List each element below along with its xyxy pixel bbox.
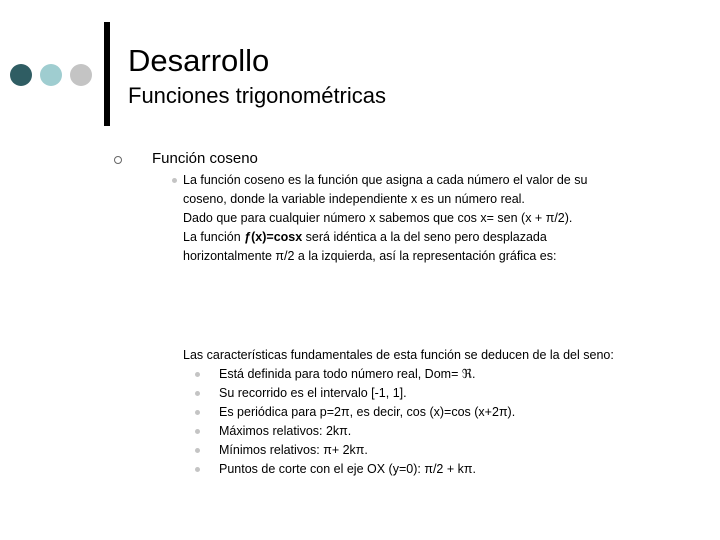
characteristics-block xyxy=(183,346,614,479)
text-fragment: La función xyxy=(183,230,245,244)
list-item xyxy=(183,460,703,479)
definition-paragraph xyxy=(183,171,587,266)
dot-dark xyxy=(10,64,32,86)
bullet-icon xyxy=(195,467,200,472)
list-item-text: Está definida para todo número real, Dom= ℜ. xyxy=(219,367,476,381)
bullet-icon xyxy=(195,448,200,453)
ring-bullet-icon xyxy=(114,156,122,164)
characteristics-intro: Las características fundamentales de esta función se deducen de la del seno: xyxy=(183,348,614,362)
paragraph-line: La función coseno es la función que asigna a cada número el valor de su xyxy=(183,173,588,187)
list-item xyxy=(183,384,703,403)
paragraph-line: coseno, donde la variable independiente x es un número real. xyxy=(183,192,525,206)
list-item-text: Máximos relativos: 2kπ. xyxy=(219,424,352,438)
bullet-icon xyxy=(195,429,200,434)
characteristics-list xyxy=(183,365,614,479)
list-item-text: Es periódica para p=2π, es decir, cos (x)=cos (x+2π). xyxy=(219,405,516,419)
text-fragment: será idéntica a la del seno pero desplazada xyxy=(302,230,547,244)
dot-gray xyxy=(70,64,92,86)
list-item-text: Su recorrido es el intervalo [-1, 1]. xyxy=(219,386,407,400)
paragraph-line: Dado que para cualquier número x sabemos que cos x= sen (x + π/2). xyxy=(183,211,573,225)
bullet-icon xyxy=(195,410,200,415)
function-formula: ƒ(x)=cosx xyxy=(244,230,303,244)
slide-title: Desarrollo xyxy=(128,43,270,78)
list-item xyxy=(183,422,703,441)
dot-light-teal xyxy=(40,64,62,86)
bullet-icon xyxy=(195,391,200,396)
slide-subtitle: Funciones trigonométricas xyxy=(128,83,387,108)
bullet-icon xyxy=(195,372,200,377)
list-item xyxy=(183,403,703,422)
list-item xyxy=(183,365,703,384)
title-divider-bar xyxy=(104,22,110,126)
list-item-text: Puntos de corte con el eje OX (y=0): π/2 + kπ. xyxy=(219,462,476,476)
list-item xyxy=(183,441,703,460)
bullet-icon xyxy=(172,178,177,183)
paragraph-line xyxy=(183,228,587,247)
list-item-text: Mínimos relativos: π+ 2kπ. xyxy=(219,443,368,457)
paragraph-line: horizontalmente π/2 a la izquierda, así la representación gráfica es: xyxy=(183,249,557,263)
section-heading: Función coseno xyxy=(152,150,258,167)
